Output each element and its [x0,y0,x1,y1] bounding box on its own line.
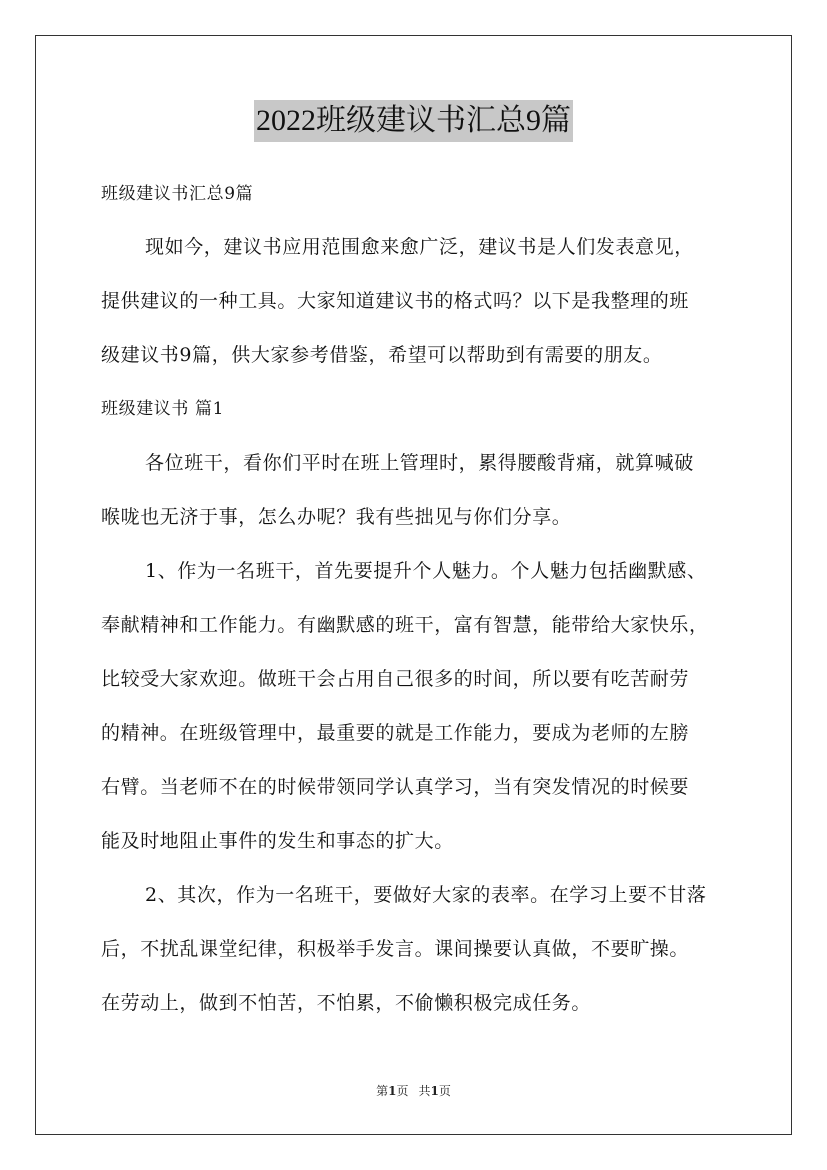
paragraph-line: 比较受大家欢迎。做班干会占用自己很多的时间，所以要有吃苦耐劳 [101,668,690,690]
document-title: 2022班级建议书汇总9篇 [254,100,573,142]
paragraph-line: 的精神。在班级管理中，最重要的就是工作能力，要成为老师的左膀 [101,722,690,744]
paragraph-line: 提供建议的一种工具。大家知道建议书的格式吗？以下是我整理的班 [101,290,690,312]
paragraph-line: 1、作为一名班干，首先要提升个人魅力。个人魅力包括幽默感、 [145,560,707,582]
page-prefix: 第 [376,1084,389,1098]
paragraph-line: 能及时地阻止事件的发生和事态的扩大。 [101,830,454,852]
paragraph-line: 级建议书9篇，供大家参考借鉴，希望可以帮助到有需要的朋友。 [101,344,663,366]
total-pages: 1 [430,1084,439,1098]
paragraph-line: 在劳动上，做到不怕苦，不怕累，不偷懒积极完成任务。 [101,992,592,1014]
paragraph-line: 喉咙也无济于事，怎么办呢？我有些拙见与你们分享。 [101,506,572,528]
paragraph-line: 现如今，建议书应用范围愈来愈广泛，建议书是人们发表意见， [145,236,694,258]
page-label: 页 [396,1084,409,1098]
paragraph-line: 奉献精神和工作能力。有幽默感的班干，富有智慧，能带给大家快乐， [101,614,709,636]
document-subtitle: 班级建议书汇总9篇 [101,184,254,204]
paragraph-line: 右臂。当老师不在的时候带领同学认真学习，当有突发情况的时候要 [101,776,690,798]
title-container [0,100,827,142]
page-number: 1 [388,1084,397,1098]
page-footer [0,1083,827,1099]
paragraph-line: 后，不扰乱课堂纪律，积极举手发言。课间操要认真做，不要旷操。 [101,938,690,960]
total-prefix: 共 [418,1084,431,1098]
paragraph-line: 各位班干，看你们平时在班上管理时，累得腰酸背痛，就算喊破 [145,452,694,474]
paragraph-line: 2、其次，作为一名班干，要做好大家的表率。在学习上要不甘落 [145,884,707,906]
section-heading: 班级建议书 篇1 [101,399,225,419]
total-label: 页 [438,1084,451,1098]
